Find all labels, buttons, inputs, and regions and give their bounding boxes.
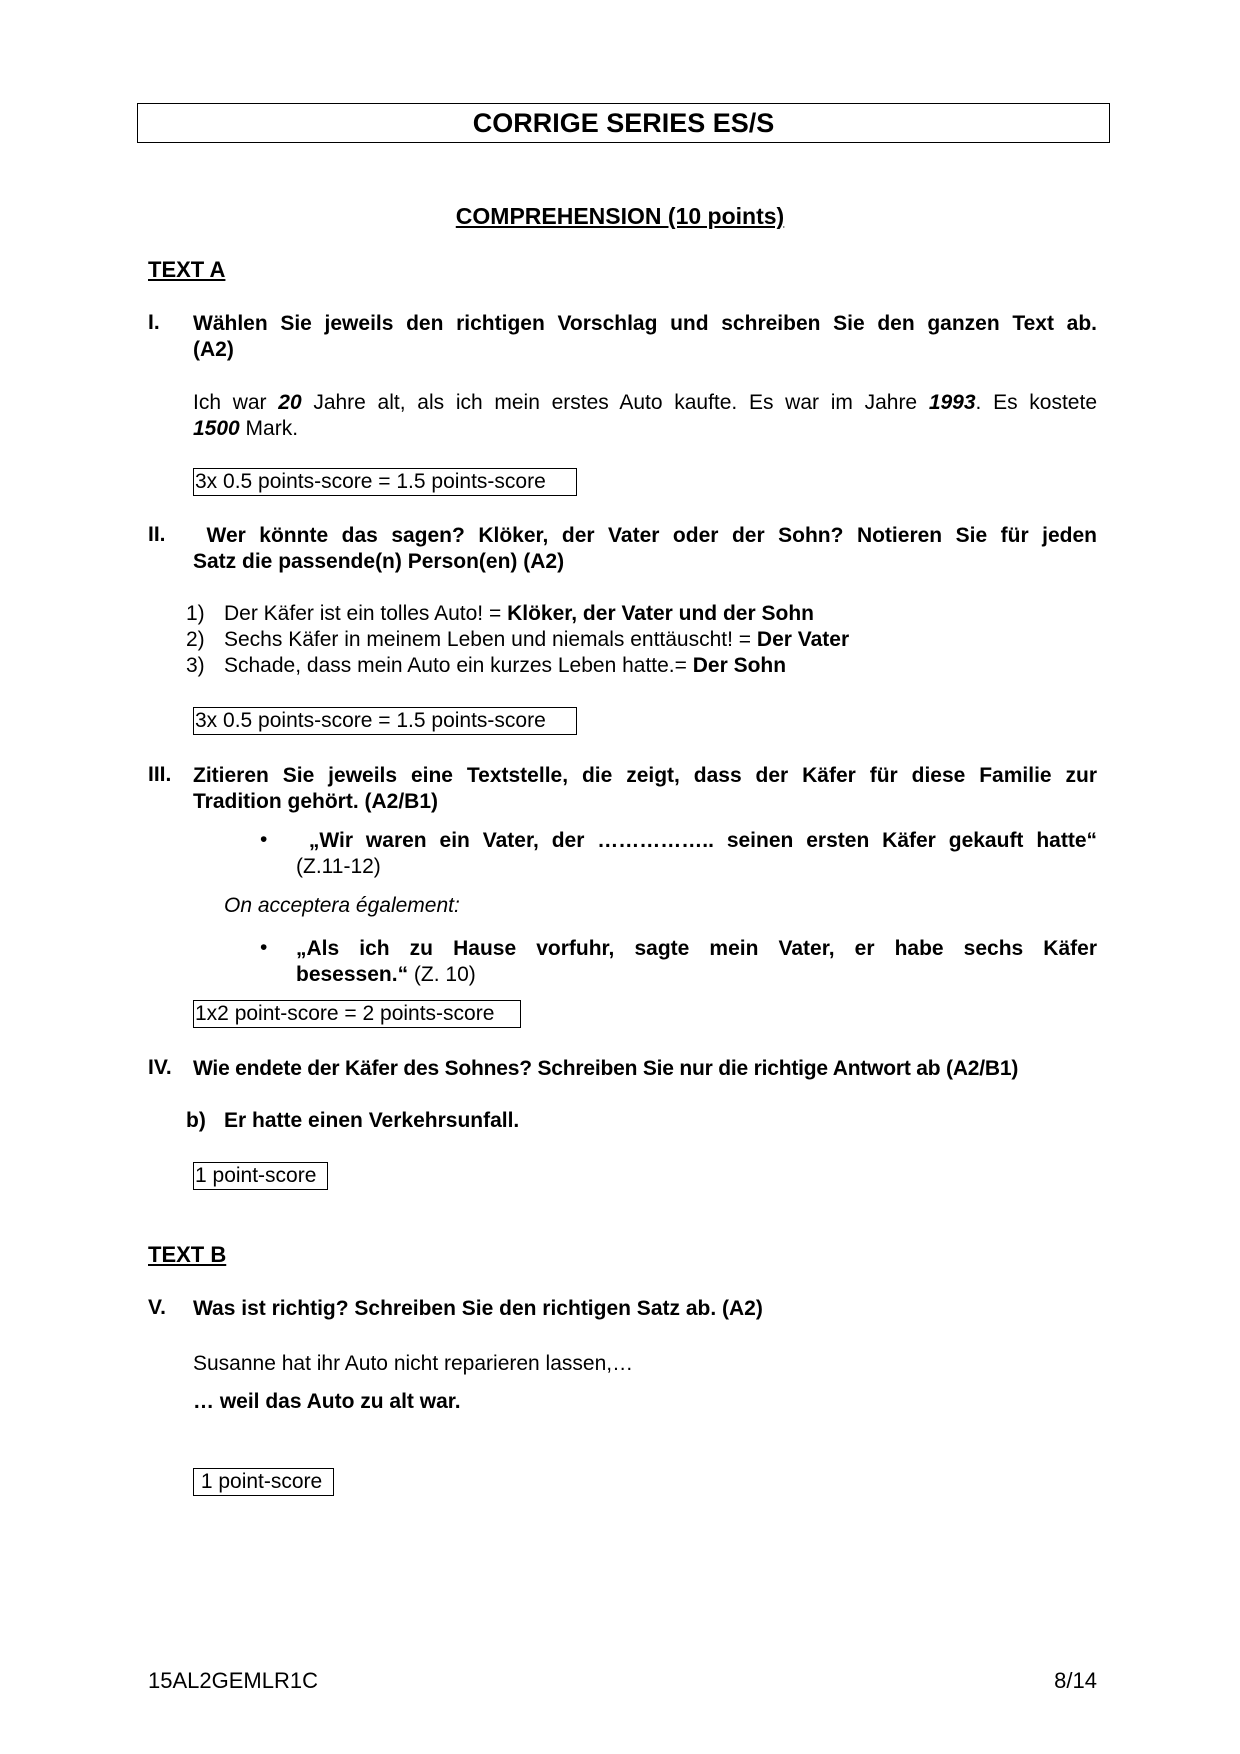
list-item-text: Der Käfer ist ein tolles Auto! =: [224, 602, 508, 625]
answer-text: Jahre alt, als ich mein erstes Auto kaufte. Es war im Jahre: [301, 391, 929, 414]
bullet-icon: •: [260, 936, 268, 959]
question-4-answer: Er hatte einen Verkehrsunfall.: [224, 1109, 520, 1132]
quote-2-ref: (Z. 10): [408, 963, 476, 986]
score-box: 3x 0.5 points-score = 1.5 points-score: [193, 468, 577, 496]
quote-2-bold: besessen.“: [296, 963, 409, 986]
quote-2-line-1: „Als ich zu Hause vorfuhr, sagte mein Vater, er habe sechs Käfer: [296, 937, 1097, 960]
quote-1-line-2: (Z.11-12): [296, 855, 381, 878]
question-2-line-2: Satz die passende(n) Person(en) (A2): [193, 550, 565, 573]
question-4-number: IV.: [148, 1056, 172, 1079]
question-3-text: [193, 763, 1097, 815]
question-1-line-1: Wählen Sie jeweils den richtigen Vorschlag und schreiben Sie den ganzen Text ab.: [193, 312, 1097, 335]
question-5-sentence: Susanne hat ihr Auto nicht reparieren lassen,…: [193, 1352, 634, 1375]
page-number: 8/14: [1054, 1668, 1097, 1693]
text-a-heading: TEXT A: [148, 257, 226, 282]
question-2-text: [193, 523, 1097, 575]
page-title: CORRIGE SERIES ES/S: [137, 103, 1110, 143]
answer-price: 1500: [193, 417, 240, 440]
text-b-heading: TEXT B: [148, 1242, 227, 1267]
answer-text: Ich war: [193, 391, 279, 414]
question-1-line-2: (A2): [193, 338, 234, 361]
question-1-answer: [193, 390, 1097, 442]
question-5-answer: … weil das Auto zu alt war.: [193, 1390, 461, 1413]
question-5-text: Was ist richtig? Schreiben Sie den richtigen Satz ab. (A2): [193, 1297, 763, 1320]
question-2-number: II.: [148, 523, 166, 546]
answer-text: . Es kostete: [975, 391, 1098, 414]
list-item-answer: Der Sohn: [692, 654, 787, 677]
answer-label: b): [186, 1109, 206, 1132]
list-item: [224, 628, 849, 652]
question-1-number: I.: [148, 311, 160, 334]
answer-age: 20: [278, 391, 302, 414]
answer-line-2: [193, 416, 1097, 442]
list-item-number: 3): [186, 654, 205, 677]
answer-text: Mark.: [239, 417, 299, 440]
question-3-line-1: Zitieren Sie jeweils eine Textstelle, die zeigt, dass der Käfer für diese Familie zur: [193, 764, 1097, 787]
quote-1-line-1: „Wir waren ein Vater, der …………….. seinen ersten Käfer gekauft hatte“: [296, 829, 1097, 852]
quote-1: [296, 828, 1097, 880]
bullet-icon: •: [260, 828, 268, 851]
list-item-answer: Klöker, der Vater und der Sohn: [507, 602, 814, 625]
document-code: 15AL2GEMLR1C: [148, 1668, 318, 1693]
answer-line-1: [193, 390, 1097, 416]
acceptance-note: On acceptera également:: [224, 894, 460, 917]
score-box: 3x 0.5 points-score = 1.5 points-score: [193, 707, 577, 735]
quote-2: [296, 936, 1097, 988]
list-item: [224, 602, 814, 626]
quote-2-line-2: [296, 962, 1097, 988]
list-item-number: 1): [186, 602, 205, 625]
question-2-line-1: Wer könnte das sagen? Klöker, der Vater oder der Sohn? Notieren Sie für jeden: [193, 524, 1097, 547]
score-box: 1 point-score: [193, 1468, 334, 1496]
score-box: 1 point-score: [193, 1162, 328, 1190]
question-4-text: Wie endete der Käfer des Sohnes? Schreiben Sie nur die richtige Antwort ab (A2/B1): [193, 1057, 1019, 1080]
list-item: [224, 654, 786, 678]
list-item-text: Sechs Käfer in meinem Leben und niemals enttäuscht! =: [224, 628, 757, 651]
list-item-text: Schade, dass mein Auto ein kurzes Leben hatte.=: [224, 654, 693, 677]
question-5-number: V.: [148, 1296, 166, 1319]
section-title: COMPREHENSION (10 points): [455, 203, 785, 229]
question-3-number: III.: [148, 763, 172, 786]
score-box: 1x2 point-score = 2 points-score: [193, 1000, 521, 1028]
answer-year: 1993: [928, 391, 976, 414]
question-3-line-2: Tradition gehört. (A2/B1): [193, 790, 439, 813]
question-1-text: [193, 311, 1097, 363]
list-item-answer: Der Vater: [756, 628, 850, 651]
list-item-number: 2): [186, 628, 205, 651]
